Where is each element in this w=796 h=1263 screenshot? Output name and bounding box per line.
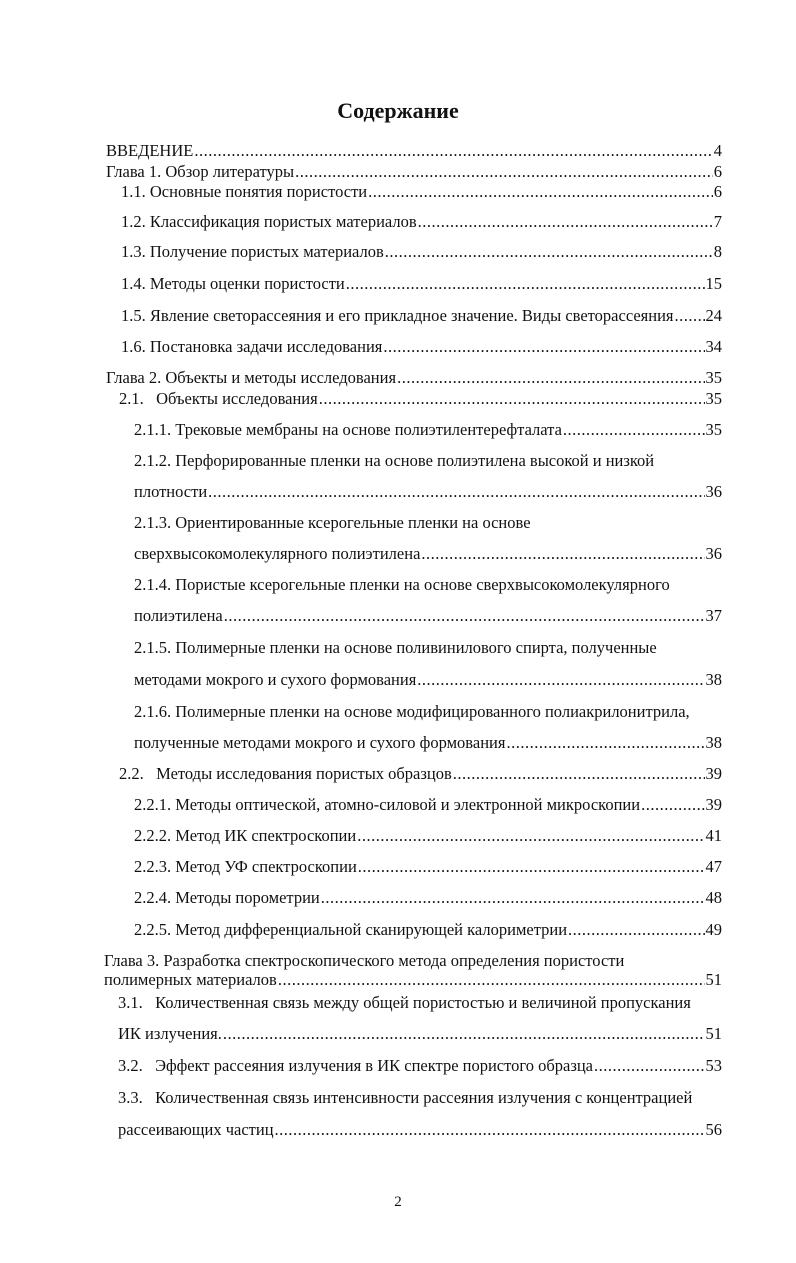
toc-entry-page: 35 — [705, 420, 722, 439]
toc-entry-1-6[interactable] — [121, 337, 722, 357]
toc-entry-2-1-5-first-line: 2.1.5. Полимерные пленки на основе поливинилового спирта, полученные — [134, 638, 657, 657]
leader-dots — [357, 826, 704, 846]
toc-entry-2-1-4[interactable] — [134, 606, 722, 626]
toc-entry-text: 2.2.3. Метод УФ спектроскопии — [134, 857, 357, 876]
toc-entry-page: 8 — [713, 242, 722, 261]
leader-dots — [418, 212, 713, 232]
toc-entry-page: 47 — [705, 857, 722, 876]
toc-entry-text: сверхвысокомолекулярного полиэтилена — [134, 544, 421, 563]
toc-entry-page: 39 — [705, 764, 722, 783]
toc-entry-page: 48 — [705, 888, 722, 907]
toc-entry-2-1-1[interactable] — [134, 420, 722, 440]
toc-entry-2-1-3-first-line: 2.1.3. Ориентированные ксерогельные пленки на основе — [134, 513, 531, 532]
toc-entry-page: 24 — [705, 306, 722, 325]
leader-dots — [224, 606, 705, 626]
toc-entry-text: 2.1.1. Трековые мембраны на основе полиэтилентерефталата — [134, 420, 562, 439]
leader-dots — [594, 1056, 705, 1076]
toc-entry-text: 1.1. Основные понятия пористости — [121, 182, 368, 201]
leader-dots — [319, 389, 705, 409]
toc-entry-text: плотности — [134, 482, 208, 501]
toc-entry-chapter-2[interactable] — [106, 368, 722, 388]
leader-dots — [208, 482, 704, 502]
leader-dots — [421, 544, 704, 564]
toc-entry-2-1-4-first-line: 2.1.4. Пористые ксерогельные пленки на основе сверхвысокомолекулярного — [134, 575, 670, 594]
toc-entry-text: 1.3. Получение пористых материалов — [121, 242, 384, 261]
toc-entry-text: 2.2. Методы исследования пористых образцов — [119, 764, 452, 783]
toc-entry-page: 34 — [705, 337, 722, 356]
leader-dots — [397, 368, 704, 388]
toc-entry-2-1-3[interactable] — [134, 544, 722, 564]
toc-entry-page: 37 — [705, 606, 722, 625]
toc-entry-text: 3.2. Эффект рассеяния излучения в ИК спектре пористого образца — [118, 1056, 593, 1075]
leader-dots — [383, 337, 704, 357]
toc-entry-2-2-2[interactable] — [134, 826, 722, 846]
toc-entry-text: 1.5. Явление светорассеяния и его прикладное значение. Виды светорассеяния — [121, 306, 674, 325]
toc-entry-page: 15 — [705, 274, 722, 293]
toc-entry-text: ИК излучения. — [118, 1024, 222, 1043]
toc-entry-page: 51 — [705, 970, 722, 989]
toc-entry-page: 36 — [705, 544, 722, 563]
toc-entry-page: 39 — [705, 795, 722, 814]
toc-entry-page: 6 — [713, 162, 722, 181]
toc-entry-text: Глава 1. Обзор литературы — [106, 162, 295, 181]
toc-entry-3-1-first-line: 3.1. Количественная связь между общей пористостью и величиной пропускания — [118, 993, 691, 1012]
leader-dots — [346, 274, 705, 294]
leader-dots — [675, 306, 705, 326]
toc-entry-2-1-5[interactable] — [134, 670, 722, 690]
toc-entry-text: 1.2. Классификация пористых материалов — [121, 212, 417, 231]
toc-entry-2-1-2-first-line: 2.1.2. Перфорированные пленки на основе полиэтилена высокой и низкой — [134, 451, 655, 470]
page-number: 2 — [394, 1194, 402, 1210]
leader-dots — [417, 670, 704, 690]
toc-entry-page: 38 — [705, 733, 722, 752]
toc-entry-3-1[interactable] — [118, 1024, 722, 1044]
toc-entry-text: 2.2.1. Методы оптической, атомно-силовой и электронной микроскопии — [134, 795, 641, 814]
toc-entry-text: Глава 2. Объекты и методы исследования — [106, 368, 397, 387]
leader-dots — [275, 1120, 705, 1140]
leader-dots — [385, 242, 713, 262]
leader-dots — [563, 420, 705, 440]
leader-dots — [278, 970, 705, 990]
toc-entry-3-3-first-line: 3.3. Количественная связь интенсивности рассеяния излучения с концентрацией — [118, 1088, 693, 1107]
toc-entry-2-2[interactable] — [119, 764, 722, 784]
toc-entry-page: 56 — [705, 1120, 722, 1139]
leader-dots — [453, 764, 705, 784]
toc-entry-page: 38 — [705, 670, 722, 689]
toc-entry-2-1[interactable] — [119, 389, 722, 409]
toc-entry-text: 2.2.2. Метод ИК спектроскопии — [134, 826, 357, 845]
toc-entry-2-2-4[interactable] — [134, 888, 722, 908]
toc-entry-text: ВВЕДЕНИЕ — [106, 141, 194, 160]
toc-entry-text: 2.1. Объекты исследования — [119, 389, 318, 408]
toc-entry-chapter-1[interactable] — [106, 162, 722, 182]
toc-entry-1-4[interactable] — [121, 274, 722, 294]
toc-entry-1-3[interactable] — [121, 242, 722, 262]
toc-entry-page: 53 — [705, 1056, 722, 1075]
toc-entry-text: полученные методами мокрого и сухого формования — [134, 733, 506, 752]
leader-dots — [568, 920, 704, 940]
toc-entry-2-1-2[interactable] — [134, 482, 722, 502]
toc-entry-page: 51 — [705, 1024, 722, 1043]
toc-entry-1-1[interactable] — [121, 182, 722, 202]
toc-entry-text: полимерных материалов — [104, 970, 277, 989]
toc-entry-2-2-5[interactable] — [134, 920, 722, 940]
leader-dots — [223, 1024, 705, 1044]
leader-dots — [641, 795, 704, 815]
leader-dots — [321, 888, 705, 908]
toc-entry-2-2-1[interactable] — [134, 795, 722, 815]
toc-entry-text: 2.2.5. Метод дифференциальной сканирующей калориметрии — [134, 920, 568, 939]
toc-entry-3-2[interactable] — [118, 1056, 722, 1076]
toc-entry-chapter-3-first-line: Глава 3. Разработка спектроскопического метода определения пористости — [104, 951, 625, 970]
toc-entry-text: 1.6. Постановка задачи исследования — [121, 337, 383, 356]
toc-entry-page: 41 — [705, 826, 722, 845]
toc-entry-page: 35 — [705, 368, 722, 387]
toc-entry-page: 36 — [705, 482, 722, 501]
leader-dots — [506, 733, 704, 753]
leader-dots — [358, 857, 705, 877]
toc-entry-text: 1.4. Методы оценки пористости — [121, 274, 345, 293]
toc-entry-2-2-3[interactable] — [134, 857, 722, 877]
toc-entry-text: методами мокрого и сухого формования — [134, 670, 417, 689]
toc-entry-page: 7 — [713, 212, 722, 231]
toc-entry-3-3[interactable] — [118, 1120, 722, 1140]
toc-entry-text: рассеивающих частиц — [118, 1120, 274, 1139]
toc-entry-page: 49 — [705, 920, 722, 939]
leader-dots — [194, 141, 712, 161]
toc-entry-introduction[interactable] — [106, 141, 722, 161]
leader-dots — [368, 182, 713, 202]
page-title: Содержание — [337, 98, 459, 123]
toc-entry-page: 35 — [705, 389, 722, 408]
leader-dots — [295, 162, 713, 182]
toc-entry-page: 6 — [713, 182, 722, 201]
toc-entry-text: 2.2.4. Методы порометрии — [134, 888, 320, 907]
toc-entry-chapter-3[interactable] — [104, 970, 722, 990]
toc-entry-1-2[interactable] — [121, 212, 722, 232]
toc-entry-text: полиэтилена — [134, 606, 223, 625]
toc-entry-2-1-6[interactable] — [134, 733, 722, 753]
toc-entry-1-5[interactable] — [121, 306, 722, 326]
toc-entry-2-1-6-first-line: 2.1.6. Полимерные пленки на основе модифицированного полиакрилонитрила, — [134, 702, 690, 721]
toc-entry-page: 4 — [713, 141, 722, 160]
